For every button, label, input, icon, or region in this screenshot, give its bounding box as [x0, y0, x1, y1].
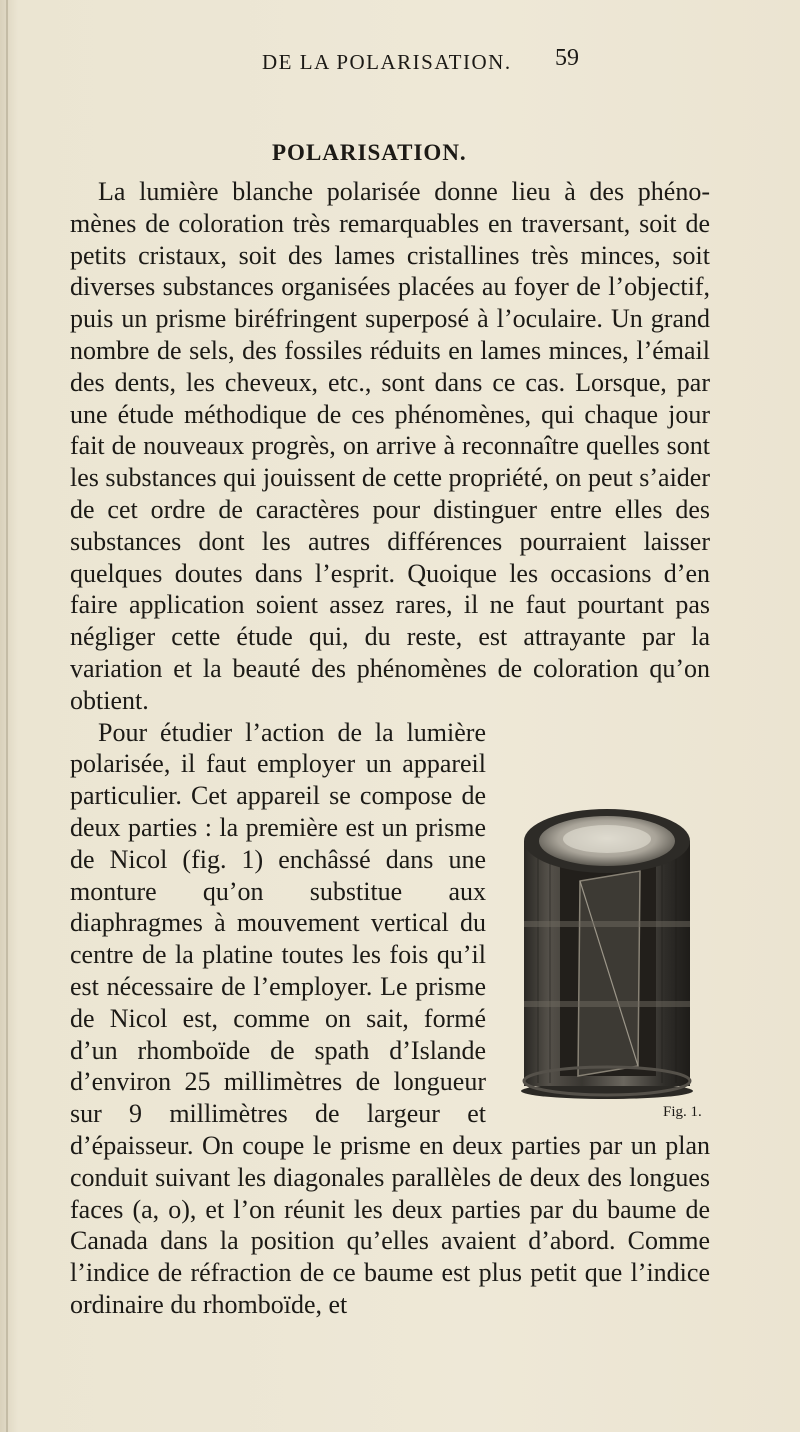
figure-1 — [500, 791, 710, 1120]
binding-edge — [6, 0, 8, 1432]
page-number: 59 — [555, 45, 579, 71]
running-title: DE LA POLARISATION. — [262, 50, 512, 74]
section-title: POLARISATION. — [272, 140, 467, 165]
figure-caption: Fig. 1. — [663, 1103, 702, 1120]
body-text — [70, 176, 710, 1321]
nicol-prism-mount-icon — [520, 801, 695, 1101]
paragraph-1: La lumière blanche polarisée donne lieu à des phénomènes de coloration très remarquables en traversant, soit de petits cristaux, soit des lames cristallines très minces, soit diverses substances organisées placées au foyer de l’objectif, puis un prisme biréfringent superposé à l’oculaire. Un grand nombre de sels, des fossiles réduits en lames minces, l’émail des dents, les cheveux, etc., sont dans ce cas. Lorsque, par une étude méthodique de ces phénomènes, qui chaque jour fait de nouveaux progrès, on arrive à reconnaître quelles sont les substances qui jouissent de cette propriété, on peut s’aider de cet ordre de caractères pour distinguer entre elles des substances dont les autres différences pourraient laisser quelques doutes dans l’esprit. Quoique les occasions d’en faire application soient assez rares, il ne faut pourtant pas négliger cette étude qui, du reste, est attrayante par la variation et la beauté des phénomènes de coloration qu’on obtient. — [70, 177, 710, 715]
paragraph-2: Pour étudier l’action de la lumière polarisée, il faut employer un appareil particulier. Cet appareil se compose de deux parties : la première est un prisme de Nicol (fig. 1) enchâssé dans une monture qu’on substitue aux diaphragmes à mouvement vertical du centre de la platine toutes les fois qu’il est nécessaire de l’employer. Le prisme de Nicol est, comme on sait, formé d’un rhomboïde de spath d’Islande d’environ 25 millimètres de longueur sur 9 millimètres de largeur et d’épaisseur. On coupe le prisme en deux parties par un plan conduit suivant les diagonales parallèles de deux des longues faces (a, o), et l’on réunit les deux parties par du baume de Canada dans la position qu’elles avaient d’abord. Comme l’indice de réfraction de ce baume est plus petit que l’indice ordinaire du rhomboïde, et — [70, 717, 710, 1319]
